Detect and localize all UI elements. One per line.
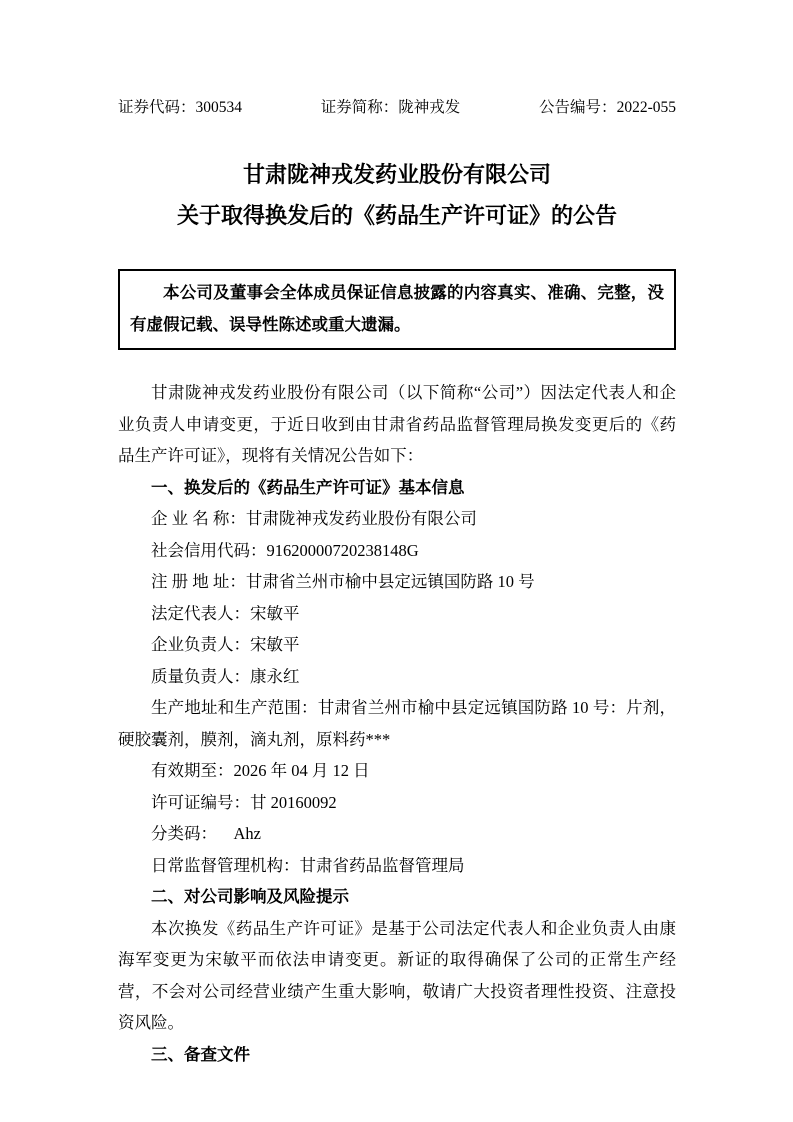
stock-code-label: 证券代码： — [118, 99, 196, 116]
field-label: 企业负责人： — [151, 635, 250, 654]
field-label: 生产地址和生产范围： — [151, 698, 318, 717]
document-title — [118, 154, 676, 236]
document-body — [118, 377, 676, 1070]
section-3-heading: 三、备查文件 — [151, 1044, 250, 1064]
field-label: 许可证编号： — [151, 792, 250, 812]
announcement-number — [539, 97, 676, 118]
license-field-legal-representative — [118, 598, 676, 630]
license-field-credit-code — [118, 535, 676, 567]
field-label: 企 业 名 称： — [151, 509, 246, 528]
field-value: 2026 年 04 月 12 日 — [233, 761, 370, 780]
field-value: 甘肃陇神戎发药业股份有限公司 — [245, 509, 477, 528]
impact-paragraph: 本次换发《药品生产许可证》是基于公司法定代表人和企业负责人由康海军变更为宋敏平而依法申请变更。新证的取得确保了公司的正常生产经营，不会对公司经营业绩产生重大影响，敬请广大投资者理性投资、注意投资风险。 — [118, 918, 676, 1032]
license-field-enterprise-head — [118, 629, 676, 661]
license-field-classification-code — [118, 818, 676, 850]
stock-abbreviation-value: 陇神戎发 — [398, 99, 461, 116]
field-label: 社会信用代码： — [151, 540, 267, 560]
stock-code — [118, 97, 242, 118]
field-value: Ahz — [217, 824, 261, 843]
field-value: 宋敏平 — [250, 635, 300, 654]
field-value: 甘肃省兰州市榆中县定远镇国防路 10 号：片剂，硬胶囊剂，膜剂，滴丸剂，原料药*** — [118, 698, 677, 749]
company-name-title: 甘肃陇神戎发药业股份有限公司 — [242, 162, 551, 187]
announcement-title: 关于取得换发后的《药品生产许可证》的公告 — [176, 203, 617, 228]
field-value: 宋敏平 — [250, 603, 300, 623]
field-value: 甘肃省兰州市榆中县定远镇国防路 10 号 — [245, 572, 535, 591]
field-value: 康永红 — [250, 666, 300, 686]
field-value: 甘 20160092 — [250, 792, 337, 812]
field-label: 质量负责人： — [151, 666, 250, 686]
section-1-heading: 一、换发后的《药品生产许可证》基本信息 — [151, 477, 465, 497]
field-value: 91620000720238148G — [266, 540, 419, 560]
field-label: 分类码： — [151, 824, 217, 843]
license-field-registered-address — [118, 566, 676, 598]
field-label: 日常监督管理机构： — [151, 855, 300, 875]
document-header — [118, 0, 676, 118]
field-label: 注 册 地 址： — [151, 572, 246, 591]
field-value: 甘肃省药品监督管理局 — [299, 855, 465, 875]
announcement-number-value: 2022-055 — [616, 99, 676, 116]
license-field-company-name — [118, 503, 676, 535]
license-field-validity-date — [118, 755, 676, 787]
license-field-supervisory-authority — [118, 850, 676, 882]
section-2-heading: 二、对公司影响及风险提示 — [151, 887, 349, 906]
field-label: 有效期至： — [151, 761, 234, 780]
stock-code-value: 300534 — [195, 99, 243, 116]
announcement-number-label: 公告编号： — [539, 99, 617, 116]
disclaimer-box — [118, 269, 676, 350]
stock-abbreviation-label: 证券简称： — [320, 99, 399, 116]
license-field-license-number — [118, 787, 676, 819]
disclaimer-text: 本公司及董事会全体成员保证信息披露的内容真实、准确、完整，没有虚假记载、误导性陈述或重大遗漏。 — [130, 283, 664, 334]
field-label: 法定代表人： — [151, 603, 250, 623]
license-field-production-scope — [118, 692, 676, 755]
stock-abbreviation — [321, 97, 461, 118]
license-field-quality-head — [118, 661, 676, 693]
intro-paragraph: 甘肃陇神戎发药业股份有限公司（以下简称“公司”）因法定代表人和企业负责人申请变更，于近日收到由甘肃省药品监督管理局换发变更后的《药品生产许可证》，现将有关情况公告如下： — [118, 383, 676, 465]
